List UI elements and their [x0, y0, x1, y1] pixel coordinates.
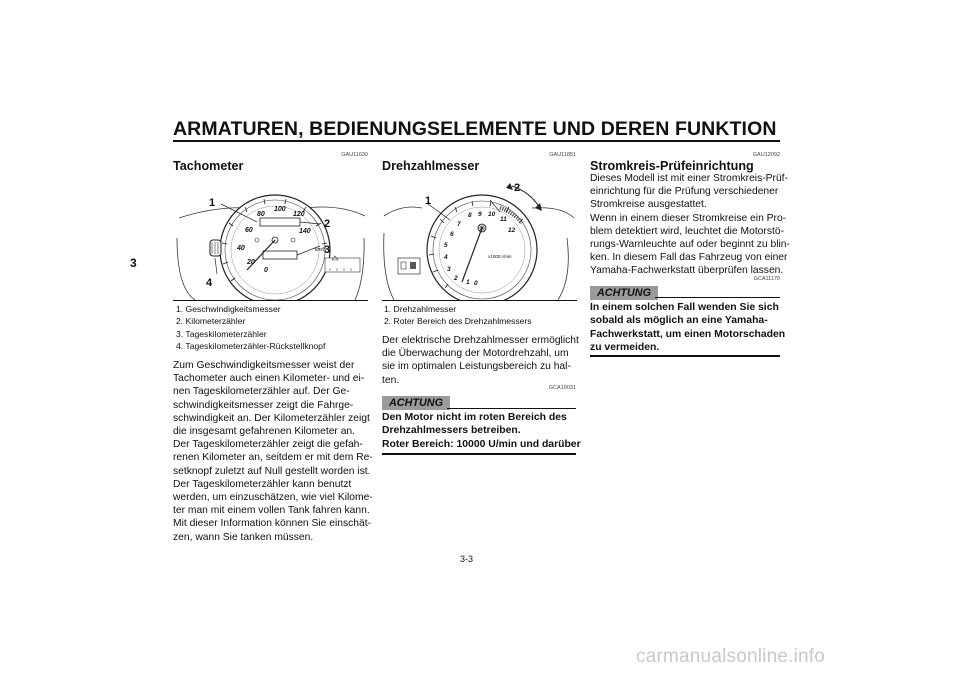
caption-item: 2. Roter Bereich des Drehzahlmessers: [384, 316, 532, 327]
speedo-num-20: 20: [247, 259, 255, 266]
speedo-callout-2: 2: [324, 218, 331, 230]
body-line: die insgesamt gefahrenen Kilometer an.: [173, 426, 356, 438]
section-code-drehzahlmesser: GAU11851: [549, 152, 576, 158]
speedo-num-100: 100: [274, 206, 286, 213]
warning-text-stromkreis: [590, 301, 790, 355]
tach-num-8: 8: [468, 212, 472, 219]
watermark: carmanualsonline.info: [636, 646, 826, 667]
speedometer-illustration: [175, 178, 366, 300]
achtung-badge: ACHTUNG: [590, 286, 658, 300]
speedo-callout-3: 3: [324, 244, 331, 256]
tach-num-7: 7: [457, 221, 461, 228]
body-line: Der elektrische Drehzahlmesser ermöglicht: [382, 335, 579, 346]
body-line: werden, um einzuschätzen, wie viel Kilome-: [173, 492, 373, 504]
page-number: 3-3: [460, 554, 474, 564]
warning-rule-top: [655, 297, 780, 298]
speedo-num-140: 140: [299, 228, 311, 235]
warning-line: Roter Bereich: 10000 U/min und darüber: [382, 438, 581, 450]
tach-num-1: 1: [466, 279, 470, 286]
caption-list-drehzahlmesser: [384, 303, 584, 328]
body-line: Mit dieser Information können Sie einschät-: [173, 518, 372, 530]
body-line: Der Tageskilometerzähler kann benutzt: [173, 478, 352, 490]
body-line: Der Tageskilometerzähler zeigt die gefah-: [173, 439, 363, 451]
caption-list-tachometer: [176, 303, 376, 352]
tach-callout-2: 2: [514, 182, 521, 194]
warning-rule-bottom: [590, 355, 780, 357]
body-line: sie im optimalen Leistungsbereich zu hal-: [382, 361, 571, 373]
body-line: die Überwachung der Motordrehzahl, um: [382, 348, 569, 360]
figure-rule: [382, 300, 577, 301]
tach-num-5: 5: [444, 242, 448, 249]
body-line: Dieses Modell ist mit einer Stromkreis-Prüf-: [590, 173, 788, 184]
warning-text-drehzahlmesser: [382, 411, 582, 451]
warning-code-drehzahlmesser: GCA10031: [548, 385, 576, 391]
tach-num-9: 9: [478, 211, 482, 218]
body-line: ter man mit einem vollen Tank fahren kann.: [173, 505, 370, 517]
warning-code-stromkreis: GCA11170: [753, 276, 780, 282]
title-rule: [173, 140, 780, 142]
warning-label-drehzahlmesser: [382, 393, 450, 411]
tach-num-6: 6: [450, 231, 454, 238]
body-line: Zum Geschwindigkeitsmesser weist der: [173, 360, 355, 371]
warning-line: sobald als möglich an eine Yamaha-: [590, 315, 768, 327]
tach-num-10: 10: [488, 211, 496, 218]
tachometer-illustration: [382, 178, 576, 300]
body-line: schwindigkeit an. Der Kilometerzähler zeigt: [173, 412, 370, 424]
tach-num-4: 4: [444, 254, 448, 261]
heading-tachometer: Tachometer: [173, 159, 244, 173]
body-text-tachometer: [173, 359, 378, 544]
heading-stromkreis: Stromkreis-Prüfeinrichtung: [590, 159, 754, 173]
body-line: setknopf zuletzt auf Null gestellt worden ist.: [173, 465, 371, 477]
body-text-drehzahlmesser: [382, 334, 587, 387]
tach-num-11: 11: [500, 216, 507, 223]
body-line: ten.: [382, 374, 400, 386]
body-line: Wenn in einem dieser Stromkreise ein Pro-: [590, 212, 787, 224]
warning-rule-bottom: [382, 453, 576, 455]
caption-item: 2. Kilometerzähler: [176, 316, 246, 327]
speedo-num-80: 80: [257, 211, 265, 218]
chapter-tab: 3: [130, 256, 137, 270]
caption-item: 3. Tageskilometerzähler: [176, 328, 267, 339]
speedo-num-120: 120: [293, 211, 305, 218]
speedo-num-0: 0: [264, 267, 268, 274]
body-text-stromkreis: [590, 172, 795, 278]
page-title: ARMATUREN, BEDIENUNGSELEMENTE UND DEREN FUNKTION: [173, 118, 777, 140]
warning-line: Fachwerkstatt, um einen Motorschaden: [590, 328, 786, 340]
body-line: rungs-Warnleuchte auf oder beginnt zu blin-: [590, 239, 790, 251]
speedo-num-60: 60: [245, 227, 253, 234]
tach-callout-1: 1: [425, 195, 432, 207]
tach-num-3: 3: [447, 266, 451, 273]
body-line: renen Kilometer an, seitdem er mit dem Re-: [173, 452, 373, 464]
body-line: schwindigkeitsmesser zeigt die Fahrge-: [173, 399, 354, 411]
warning-line: zu vermeiden.: [590, 342, 660, 354]
caption-item: 1. Drehzahlmesser: [384, 304, 457, 314]
tach-num-12: 12: [508, 227, 516, 234]
speedo-num-40: 40: [237, 245, 245, 252]
body-line: Tachometer auch einen Kilometer- und ei-: [173, 373, 365, 385]
speedo-callout-1: 1: [209, 197, 216, 209]
caption-item: 4. Tageskilometerzähler-Rückstellknopf: [176, 340, 326, 351]
achtung-badge: ACHTUNG: [382, 396, 450, 410]
section-code-stromkreis: GAU12092: [752, 152, 780, 158]
body-line: nen Tageskilometerzähler auf. Der Ge-: [173, 386, 350, 398]
tach-unit: x1000 r/min: [488, 254, 512, 259]
body-line: blem detektiert wird, leuchtet die Motorstö-: [590, 225, 785, 237]
section-code-tachometer: GAU11630: [341, 152, 368, 158]
tach-num-2: 2: [454, 275, 458, 282]
caption-item: 1. Geschwindigkeitsmesser: [176, 304, 281, 314]
warning-line: Drehzahlmessers betreiben.: [382, 425, 521, 437]
speedo-unit: km/h: [315, 247, 326, 253]
figure-rule: [173, 300, 368, 301]
speedo-callout-4: 4: [206, 277, 213, 289]
body-line: ken. In diesem Fall das Fahrzeug von einer: [590, 252, 788, 264]
warning-label-stromkreis: [590, 283, 658, 301]
heading-drehzahlmesser: Drehzahlmesser: [382, 159, 480, 173]
body-line: Yamaha-Fachwerkstatt überprüfen lassen.: [590, 265, 784, 277]
body-line: einrichtung für die Prüfung verschiedener: [590, 186, 779, 198]
tach-num-0: 0: [474, 280, 478, 287]
warning-rule-top: [447, 408, 576, 409]
body-line: Stromkreise ausgestattet.: [590, 199, 707, 211]
warning-line: Den Motor nicht im roten Bereich des: [382, 412, 567, 423]
warning-line: In einem solchen Fall wenden Sie sich: [590, 302, 779, 313]
body-line: zen, wann Sie tanken müssen.: [173, 531, 314, 543]
